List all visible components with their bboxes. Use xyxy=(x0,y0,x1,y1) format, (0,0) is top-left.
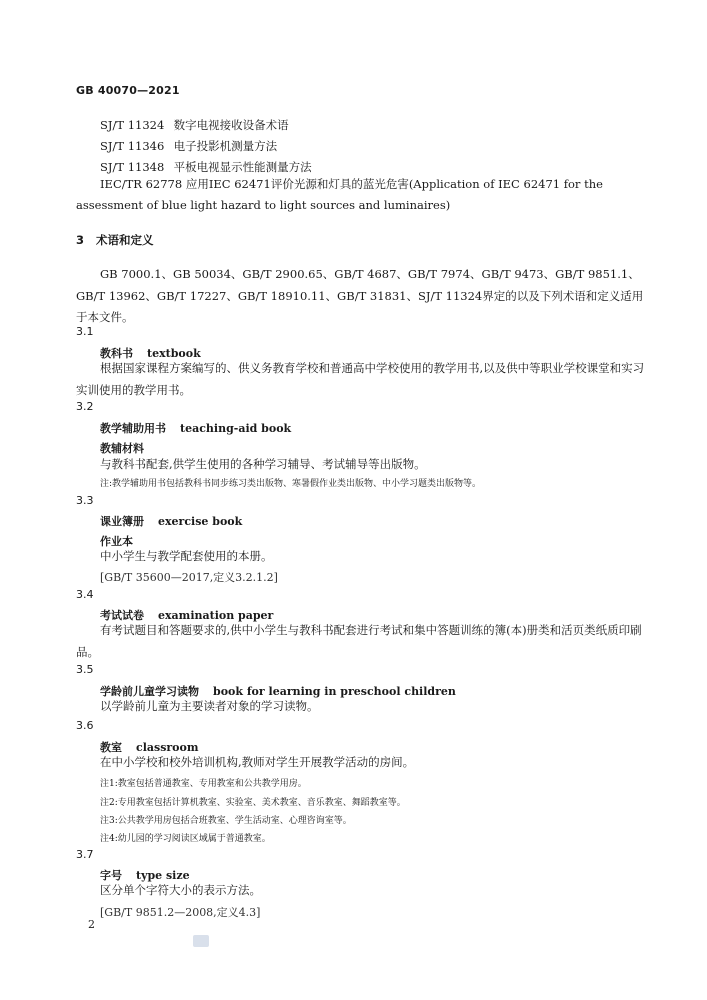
term-definition: 以学龄前儿童为主要读者对象的学习读物。 xyxy=(100,699,319,713)
term-note: 注3:公共教学用房包括合班教室、学生活动室、心理咨询室等。 xyxy=(100,816,352,826)
term-en: classroom xyxy=(136,741,199,754)
term-note: 注1:教室包括普通教室、专用教室和公共教学用房。 xyxy=(100,779,307,789)
term-zh: 教科书 xyxy=(100,347,133,360)
reference-title: 数字电视接收设备术语 xyxy=(173,118,289,132)
term-zh: 学龄前儿童学习读物 xyxy=(100,685,199,698)
term-note: 注:教学辅助用书包括教科书同步练习类出版物、寒暑假作业类出版物、中小学习题类出版物等。 xyxy=(100,479,482,489)
term-definition: 有考试题目和答题要求的,供中小学生与教科书配套进行考试和集中答题训练的簿(本)册类和活页类纸质印刷品。 xyxy=(76,623,642,659)
term-zh: 字号 xyxy=(100,869,122,882)
term-note: 注4:幼儿园的学习阅读区域属于普通教室。 xyxy=(100,834,271,844)
term-en: exercise book xyxy=(158,515,243,528)
term-zh: 考试试卷 xyxy=(100,609,144,622)
section-title: 术语和定义 xyxy=(96,233,154,247)
term-zh: 教室 xyxy=(100,741,122,754)
reference-item xyxy=(100,117,289,133)
reference-item xyxy=(100,138,277,154)
term-synonym: 作业本 xyxy=(100,535,133,548)
term-definition: 在中小学校和校外培训机构,教师对学生开展教学活动的房间。 xyxy=(100,755,415,769)
standard-code-header: GB 40070—2021 xyxy=(76,84,180,97)
reference-title: 应用IEC 62471评价光源和灯具的蓝光危害(Application of IEC 62471 for the assessment of blue light hazard to light sources and luminaires) xyxy=(76,177,603,212)
reference-title: 电子投影机测量方法 xyxy=(173,139,278,153)
reference-code: IEC/TR 62778 xyxy=(100,177,183,191)
term-definition: 根据国家课程方案编写的、供义务教育学校和普通高中学校使用的教学用书,以及供中等职业学校课堂和实习实训使用的教学用书。 xyxy=(76,361,645,397)
term-en: examination paper xyxy=(158,609,274,622)
term-number: 3.2 xyxy=(76,400,94,413)
section-number: 3 xyxy=(76,233,85,247)
term-source: [GB/T 35600—2017,定义3.2.1.2] xyxy=(100,571,278,584)
page-number: 2 xyxy=(88,918,95,931)
term-number: 3.6 xyxy=(76,719,94,732)
term-number: 3.3 xyxy=(76,494,94,507)
term-note: 注2:专用教室包括计算机教室、实验室、美术教室、音乐教室、舞蹈教室等。 xyxy=(100,798,406,808)
watermark-stamp-icon xyxy=(193,935,209,947)
term-definition: 区分单个字符大小的表示方法。 xyxy=(100,883,261,897)
term-en: type size xyxy=(136,869,190,882)
term-heading xyxy=(100,513,242,529)
term-en: book for learning in preschool children xyxy=(213,685,456,698)
section-heading xyxy=(76,232,154,248)
intro-paragraph: GB 7000.1、GB 50034、GB/T 2900.65、GB/T 4687、GB/T 7974、GB/T 9473、GB/T 9851.1、GB/T 13962、GB/T 17227、GB/T 18910.11、GB/T 31831、SJ/T 11324界定的以及下列术语和定义适用于本文件。 xyxy=(76,267,644,324)
reference-code: SJ/T 11348 xyxy=(100,160,165,174)
term-zh: 教学辅助用书 xyxy=(100,422,166,435)
term-number: 3.1 xyxy=(76,325,94,338)
reference-code: SJ/T 11346 xyxy=(100,139,165,153)
reference-item xyxy=(76,174,628,216)
term-number: 3.4 xyxy=(76,588,94,601)
term-definition: 中小学生与教学配套使用的本册。 xyxy=(100,549,273,563)
reference-item xyxy=(100,159,312,175)
term-number: 3.5 xyxy=(76,663,94,676)
term-en: teaching-aid book xyxy=(180,422,292,435)
term-definition: 与教科书配套,供学生使用的各种学习辅导、考试辅导等出版物。 xyxy=(100,457,426,471)
term-zh: 课业簿册 xyxy=(100,515,144,528)
term-synonym: 教辅材料 xyxy=(100,442,144,455)
term-en: textbook xyxy=(147,347,201,360)
term-number: 3.7 xyxy=(76,848,94,861)
reference-title: 平板电视显示性能测量方法 xyxy=(173,160,312,174)
term-heading xyxy=(100,420,291,436)
term-source: [GB/T 9851.2—2008,定义4.3] xyxy=(100,906,261,919)
reference-code: SJ/T 11324 xyxy=(100,118,165,132)
